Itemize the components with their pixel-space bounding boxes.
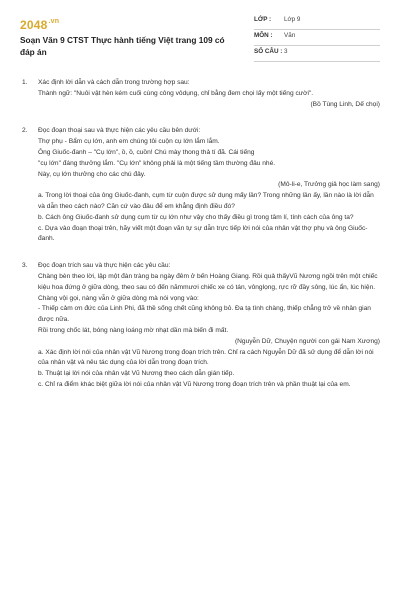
question-line: Xác định lời dẫn và cách dẫn trong trường hợp sau: (38, 79, 190, 86)
meta-value: Lớp 9 (284, 16, 301, 23)
question-1 (20, 78, 380, 110)
citation: (Nguyễn Dữ, Chuyện người con gái Nam Xương) (234, 337, 380, 345)
question-line: Đọc đoạn thoại sau và thực hiện các yêu cầu bên dưới: (38, 127, 201, 135)
logo-main: 2048 (20, 18, 48, 32)
meta-row-subject (254, 30, 380, 46)
question-line: "cụ lớn" đáng thưởng lắm. "Cụ lớn" không phải là một tiếng tầm thường đâu nhé. (38, 159, 276, 167)
question-line: Đọc đoạn trích sau và thực hiện các yêu cầu: (38, 262, 171, 270)
question-line: a. Trong lời thoại của ông Giuốc-đanh, cụm từ cuộn được sử dụng mấy lần? Trong những lần ấy, lần nào là lời dẫn và dẫn theo cách nào? Căn cứ vào đâu để em khẳng định điều đó? (38, 192, 374, 210)
meta-row-class (254, 14, 380, 30)
citation: (Mô-li-e, Trưởng giả học làm sang) (278, 181, 380, 189)
meta-value: Văn (284, 32, 296, 39)
question-2 (20, 126, 380, 245)
question-line: - Thiếp cảm ơn đức của Linh Phi, đã thề sống chết cũng không bỏ. Đa tạ tình chàng, thiếp chẳng trở về nhân gian được nữa. (38, 305, 371, 324)
question-line: b. Thuật lại lời nói của nhân vật Vũ Nương theo cách dẫn gián tiếp. (38, 370, 235, 378)
question-line: c. Chỉ ra điểm khác biệt giữa lời nói của nhân vật Vũ Nương trong đoạn trích trên và phần thuật lại của em. (38, 380, 351, 388)
question-line: Thành ngữ: "Nuôi vật hèn kém cuối cùng công vôdụng, chỉ bằng đem chọi lấy một tiếng cười". (38, 89, 314, 97)
question-line: c. Dựa vào đoạn thoại trên, hãy viết một đoạn văn tự sự dẫn trực tiếp lời nói của nhân vật thợ phụ và ông Giuốc-đanh. (38, 224, 368, 243)
question-3 (20, 261, 380, 391)
meta-label: SỐ CÂU : (254, 48, 283, 55)
meta-label: MÔN : (254, 32, 273, 39)
question-number: 3. (22, 262, 28, 270)
site-logo[interactable] (20, 18, 59, 32)
question-number: 1. (22, 79, 28, 86)
question-line: a. Xác định lời nói của nhân vật Vũ Nương trong đoạn trích trên. Chỉ ra cách Nguyễn Dữ đã sử dụng để dẫn lời nói của nhân vật và nêu tác dụng của lời dẫn trong đoạn trích. (38, 348, 374, 367)
meta-label: LỚP : (254, 16, 272, 23)
citation: (Bồ Tùng Linh, Dế chọi) (310, 100, 380, 108)
question-number: 2. (22, 127, 28, 135)
question-line: Chàng vội gọi, nàng vẫn ở giữa dòng mà nói vọng vào: (38, 294, 199, 302)
question-line: Ông Giuốc-đanh – "Cụ lớn", ồ, ồ, cuồn! Chú mày thong thả tí đã. Cái tiếng (38, 148, 255, 156)
meta-row-count (254, 46, 380, 62)
document-meta (254, 14, 380, 62)
question-line: Này, cụ lớn thưởng cho các chú đây. (38, 170, 146, 178)
meta-value: 3 (284, 48, 288, 55)
question-line: Chàng bèn theo lời, lập một đàn tràng ba ngày đêm ở bến Hoàng Giang. Rồi quả thấyVũ Nương ngồi trên một chiếc kiệu hoa đứng ở giữa dòng, theo sau có đến nămmươi chiếc xe có tán, vônglọng, rực rỡ đầy sông, lúc ẩn, lúc hiện. (38, 272, 378, 291)
question-line: b. Cách ông Giuốc-đanh sử dụng cụm từ cụ lớn như vậy cho thấy điều gì trong tâm lí, tính cách của ông ta? (38, 213, 354, 221)
question-line: Rồi trong chốc lát, bóng nàng loáng mờ nhạt dần mà biến đi mất. (38, 326, 229, 334)
document-content (20, 78, 380, 407)
document-title: Soạn Văn 9 CTST Thực hành tiếng Việt trang 109 có đáp án (20, 35, 225, 57)
question-line: Thợ phụ - Bẩm cụ lớn, anh em chúng tôi cuộn cụ lớn lắm lắm. (38, 138, 220, 146)
logo-suffix: .vn (48, 18, 60, 25)
